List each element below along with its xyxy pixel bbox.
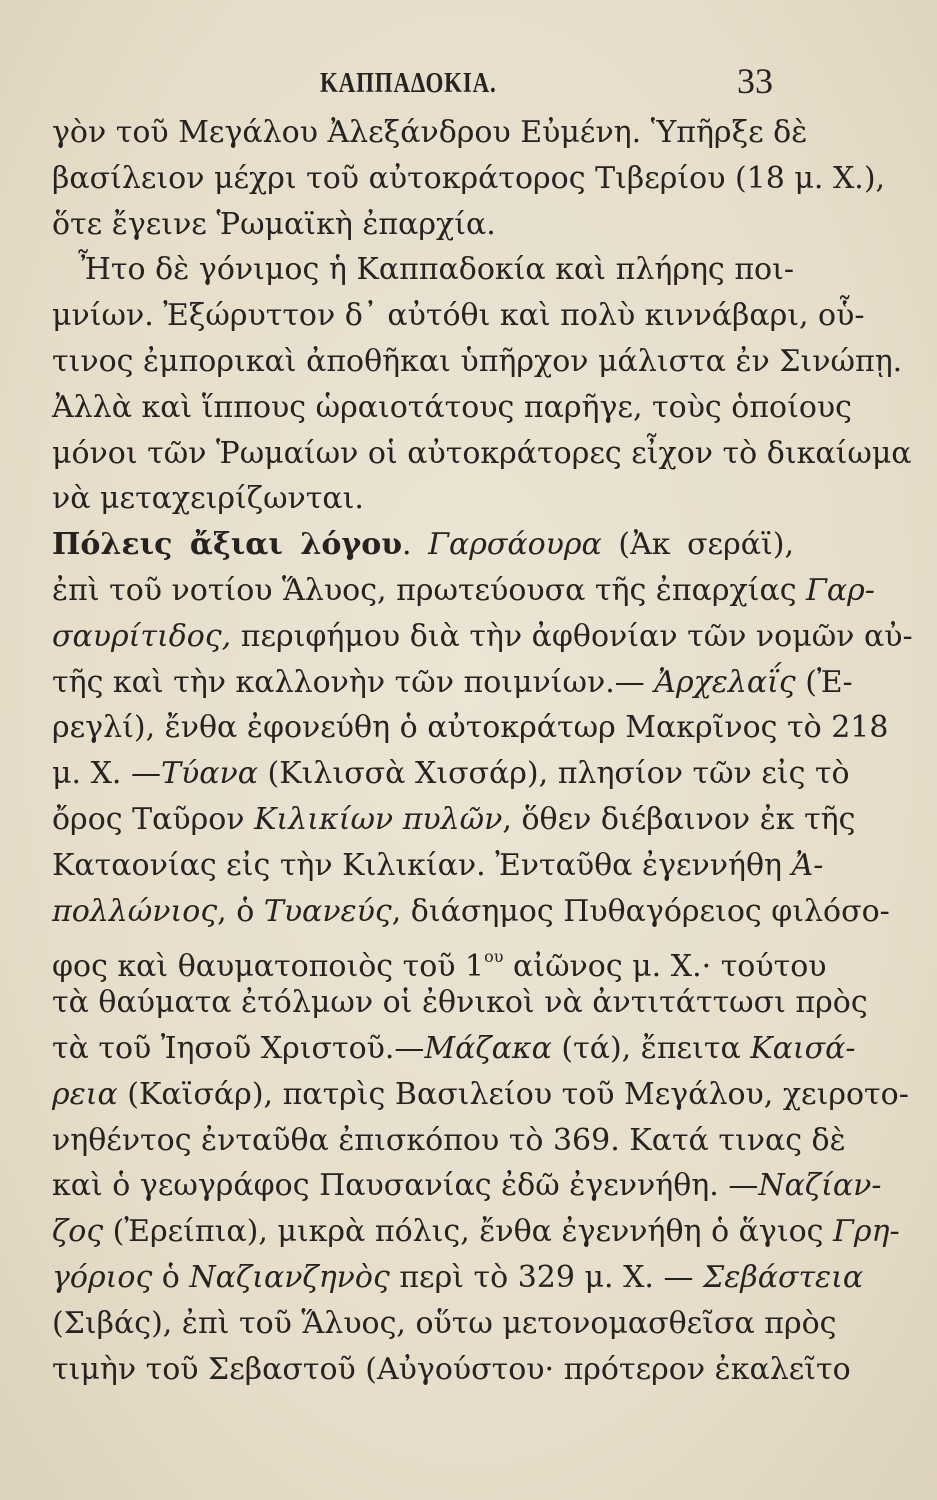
text-run: περὶ τὸ 329 μ. Χ. —	[389, 1260, 704, 1295]
italic-name: ρεια	[52, 1076, 118, 1112]
text-run: τὰ θαύματα ἐτόλμων οἱ ἐθνικοὶ νὰ ἀντιτάττωσι πρὸς	[52, 985, 868, 1021]
text-line	[52, 158, 886, 200]
text-line	[52, 478, 794, 520]
running-title: ΚΑΠΠΑΔΟΚΙΑ.	[320, 68, 497, 99]
italic-name: Τυανεύς	[263, 893, 392, 929]
italic-name: πολλώνιος	[52, 893, 218, 929]
text-line	[52, 799, 856, 841]
text-line	[52, 1303, 837, 1345]
text-line	[52, 891, 890, 933]
text-run: ὅτε ἔγεινε Ῥωμαϊκὴ ἐπαρχία.	[52, 206, 496, 242]
text-run: (Σιβάς), ἐπὶ τοῦ Ἅλυος, οὕτω μετονομασθεῖσα πρὸς	[52, 1305, 837, 1341]
text-line	[52, 249, 794, 291]
italic-name: Γαρσάουρα	[428, 527, 602, 563]
italic-name: Γρη-	[833, 1214, 900, 1250]
italic-name: Ναζιανζηνὸς	[189, 1260, 390, 1295]
text-run: τιμὴν τοῦ Σεβαστοῦ (Αὐγούστου· πρότερον ἐκαλεῖτο	[52, 1351, 851, 1387]
page-header	[0, 60, 937, 110]
text-run: .	[402, 527, 429, 563]
text-run: (Ἀκ σεράϊ),	[601, 527, 794, 563]
italic-name: Σεβάστεια	[703, 1260, 864, 1295]
text-line	[52, 1028, 856, 1070]
text-line	[52, 112, 808, 154]
text-line	[52, 1074, 909, 1116]
text-run: Ἦτο δὲ γόνιμος ἡ Καππαδοκία καὶ πλήρης ποι-	[78, 252, 794, 288]
text-run: (Ἐρείπια), μικρὰ πόλις, ἔνθα ἐγεννήθη ὁ ἅγιος	[103, 1214, 834, 1250]
text-line	[52, 295, 865, 337]
text-line	[52, 387, 852, 429]
italic-name: Μάζακα	[424, 1031, 552, 1066]
text-line	[52, 1257, 864, 1299]
text-run: μνίων. Ἐξώρυττον δ᾽ αὐτόθι καὶ πολὺ κιννάβαρι, οὗ-	[52, 298, 865, 334]
italic-name: Ἀρχελαΐς	[654, 664, 796, 700]
page-number: 33	[737, 61, 773, 101]
text-run: (Καϊσάρ), πατρὶς Βασιλείου τοῦ Μεγάλου, χειροτο-	[117, 1076, 909, 1112]
text-run: νὰ μεταχειρίζωνται.	[52, 481, 364, 517]
text-line	[52, 433, 912, 475]
superscript: ου	[484, 947, 504, 967]
text-run: νηθέντος ἐνταῦθα ἐπισκόπου τὸ 369. Κατά τινας δὲ	[52, 1122, 846, 1158]
text-line	[52, 1120, 846, 1162]
text-line	[52, 982, 868, 1024]
italic-name: Τύανα	[161, 756, 259, 792]
text-run: περιφήμου διὰ τὴν ἀφθονίαν τῶν νομῶν αὐ-	[231, 618, 913, 654]
text-line	[52, 753, 850, 795]
text-run: μ. Χ. —	[52, 756, 161, 792]
text-line	[52, 570, 875, 612]
text-run: γὸν τοῦ Μεγάλου Ἀλεξάνδρου Εὐμένη. Ὑπῆρξε δὲ	[52, 115, 808, 150]
text-line	[52, 204, 794, 246]
text-run: (τά), ἔπειτα	[551, 1031, 751, 1066]
text-line	[52, 1165, 882, 1207]
text-line	[52, 707, 889, 749]
italic-name: Κιλικίων πυλῶν	[254, 802, 503, 837]
text-run: βασίλειον μέχρι τοῦ αὐτοκράτορος Τιβερίου (18 μ. Χ.),	[52, 160, 886, 196]
italic-name: Ἀ-	[791, 847, 824, 883]
text-run: Ἀλλὰ καὶ ἵππους ὡραιοτάτους παρῆγε, τοὺς ὁποίους	[52, 389, 852, 425]
text-run: τῆς καὶ τὴν καλλονὴν τῶν ποιμνίων.—	[52, 664, 655, 700]
italic-name: Γαρ-	[806, 573, 875, 608]
text-run: αἰῶνος μ. Χ.· τούτου	[503, 949, 827, 985]
text-line	[52, 341, 903, 383]
text-run: ρεγλί), ἔνθα ἐφονεύθη ὁ αὐτοκράτωρ Μακρῖνος τὸ 218	[52, 710, 889, 746]
text-run: τὰ τοῦ Ἰησοῦ Χριστοῦ.—	[52, 1031, 425, 1066]
italic-name: γόριος	[52, 1260, 153, 1295]
text-run: (Κιλισσὰ Χισσάρ), πλησίον τῶν εἰς τὸ	[258, 756, 850, 792]
text-run: καὶ ὁ γεωγράφος Παυσανίας ἐδῶ ἐγεννήθη. —	[52, 1168, 759, 1204]
text-line	[52, 1349, 851, 1391]
italic-name: σαυρίτιδος,	[52, 618, 232, 654]
text-line	[52, 1211, 900, 1253]
text-line	[52, 616, 913, 658]
text-line	[52, 662, 853, 704]
text-run: ὄρος Ταῦρον	[52, 802, 255, 837]
text-run: τινος ἐμπορικαὶ ἀποθῆκαι ὑπῆρχον μάλιστα ἐν Σινώπῃ.	[52, 344, 903, 379]
text-run: , ὅθεν διέβαινον ἐκ τῆς	[502, 802, 856, 837]
text-run: , ὁ	[217, 893, 264, 929]
text-run: Καταονίας εἰς τὴν Κιλικίαν. Ἐνταῦθα ἐγεννήθη	[52, 847, 792, 883]
text-run: φος καὶ θαυματοποιὸς τοῦ 1	[52, 949, 485, 985]
section-heading: Πόλεις ἄξιαι λόγου	[52, 527, 403, 563]
italic-name: Καισά-	[750, 1031, 856, 1066]
italic-name: ζος	[52, 1214, 104, 1250]
text-line	[52, 845, 824, 887]
text-line	[52, 524, 794, 566]
text-run: (Ἐ-	[795, 664, 853, 700]
italic-name: Ναζίαν-	[758, 1168, 882, 1204]
text-line	[52, 936, 827, 985]
text-run: ὁ	[152, 1260, 190, 1295]
text-run: , διάσημος Πυθαγόρειος φιλόσο-	[391, 893, 890, 929]
text-run: ἐπὶ τοῦ νοτίου Ἅλυος, πρωτεύουσα τῆς ἐπαρχίας	[52, 573, 807, 608]
text-run: μόνοι τῶν Ῥωμαίων οἱ αὐτοκράτορες εἶχον τὸ δικαίωμα	[52, 435, 912, 471]
